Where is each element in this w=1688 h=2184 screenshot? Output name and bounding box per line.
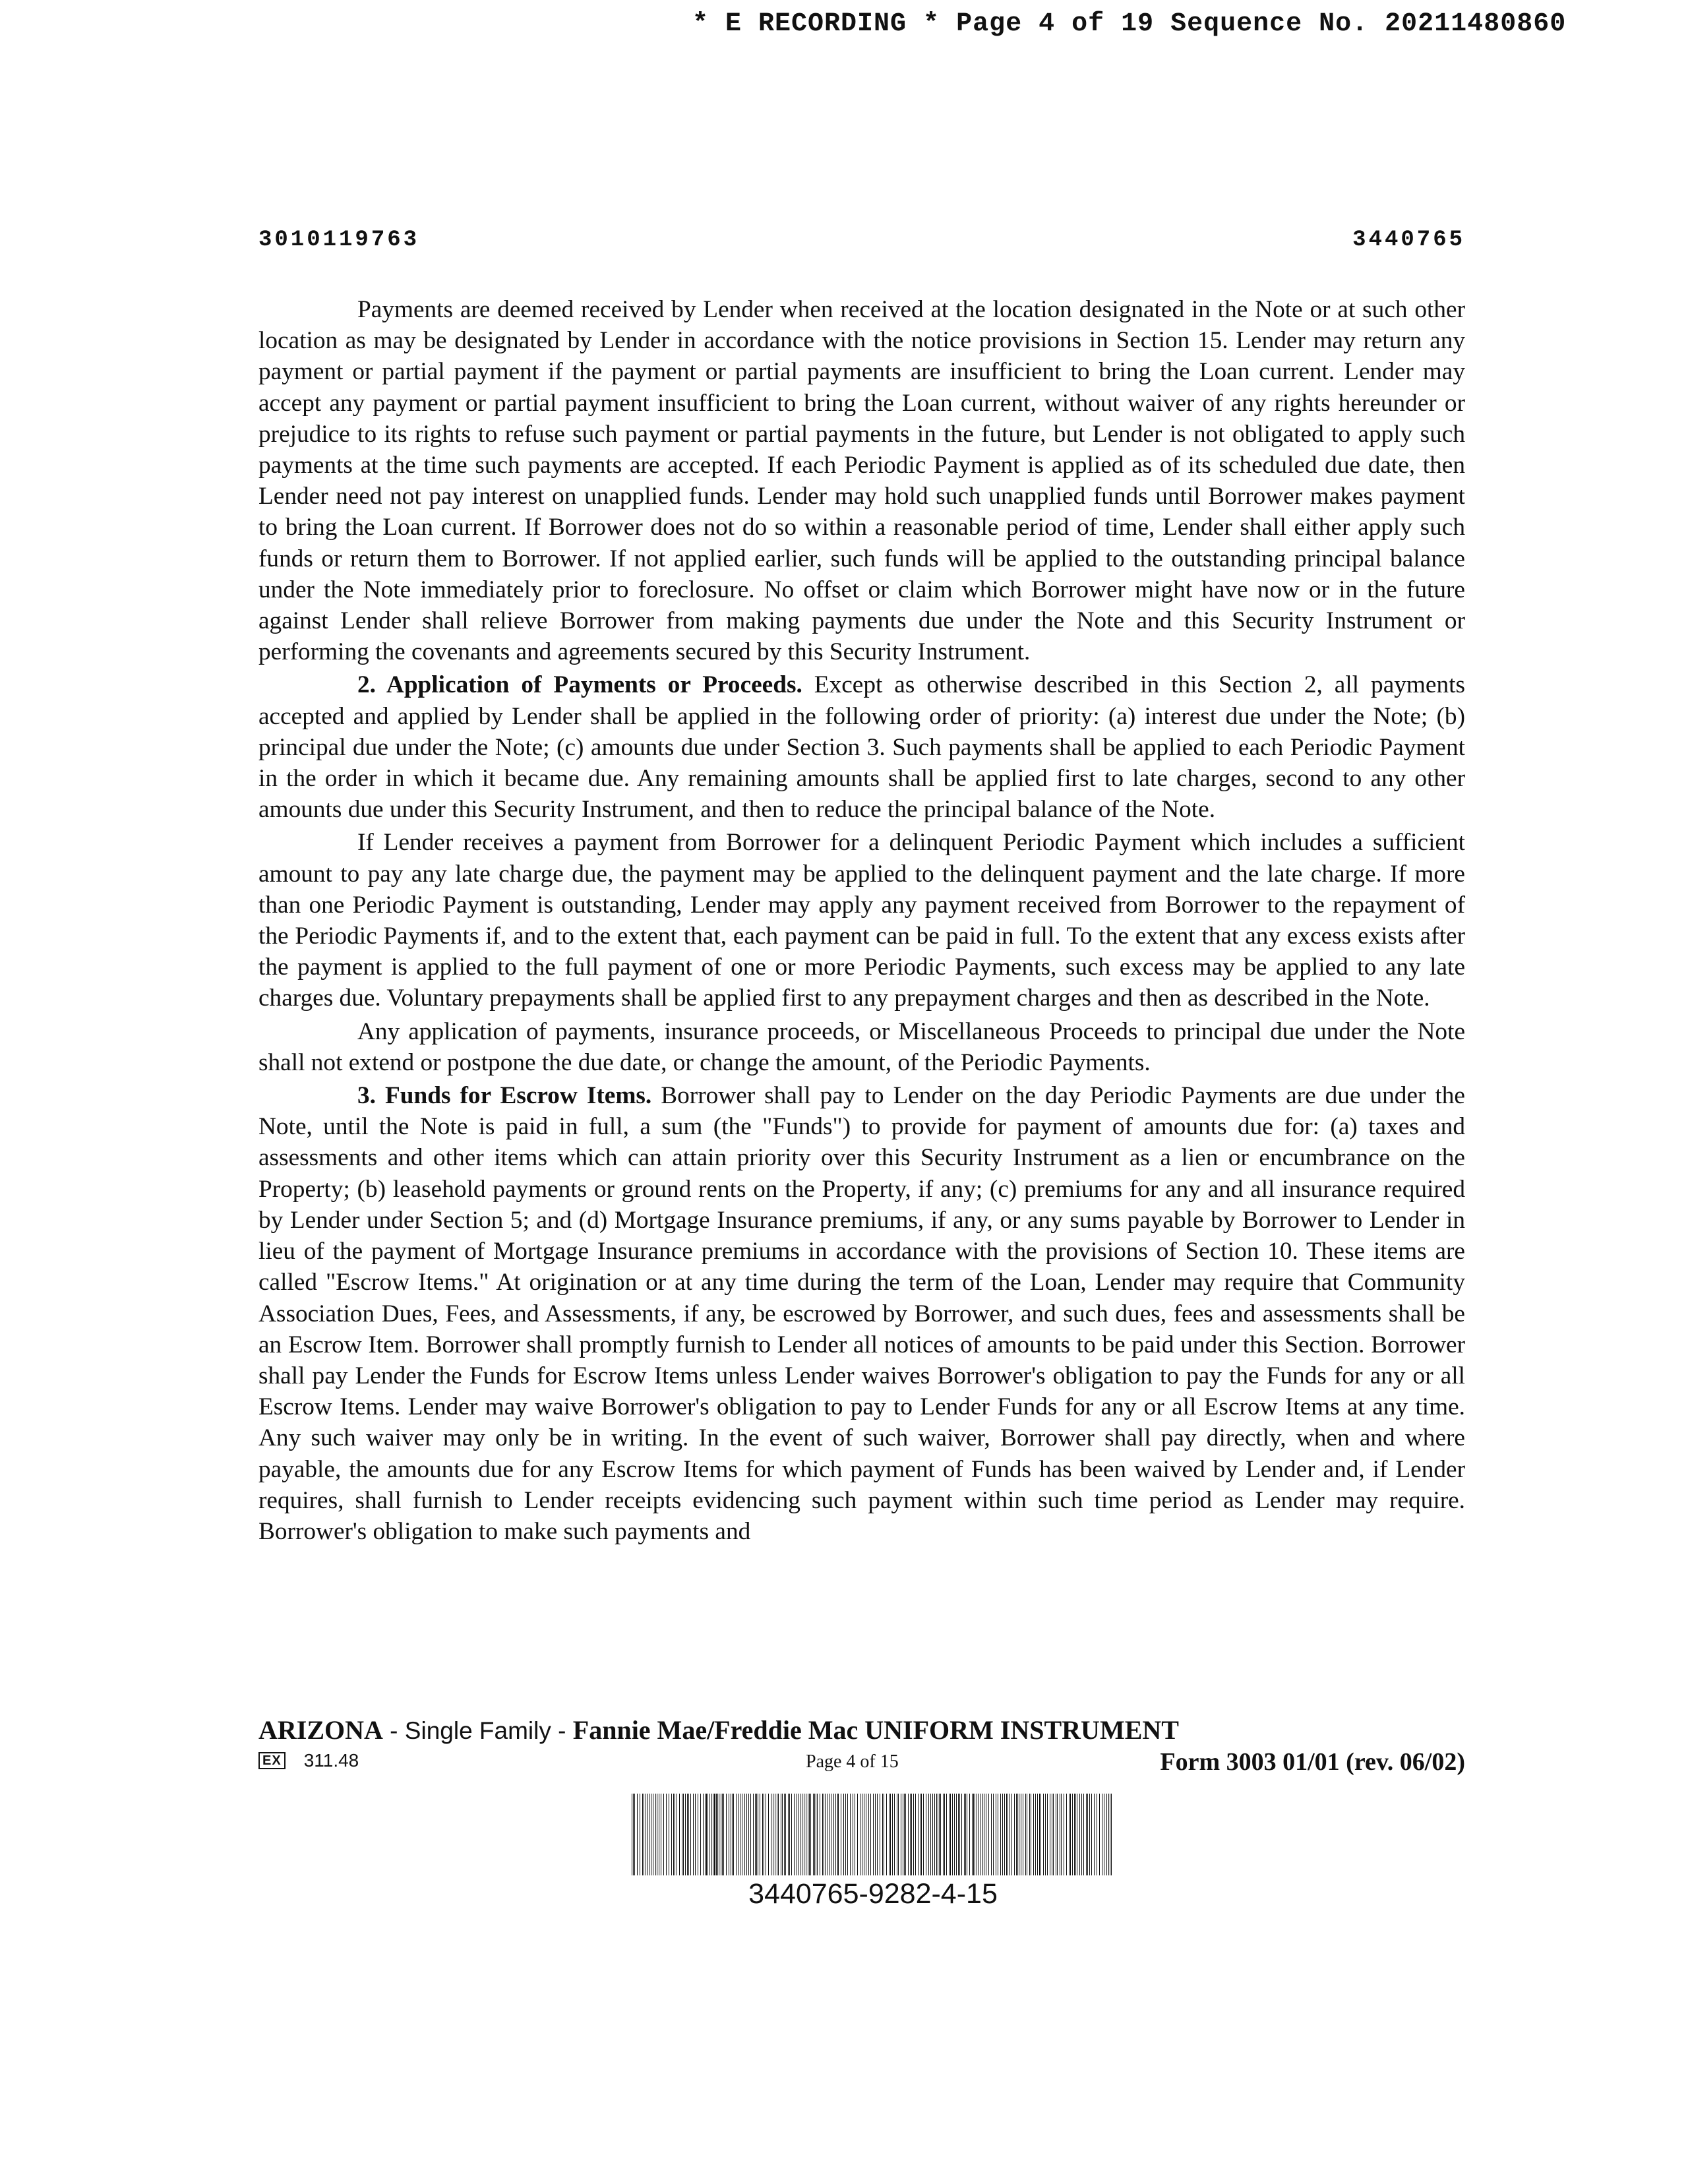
barcode-bar	[892, 1794, 893, 1875]
barcode-bar	[913, 1794, 914, 1875]
barcode-bar	[1081, 1794, 1082, 1875]
barcode-bar	[1074, 1794, 1075, 1875]
barcode-bar	[847, 1794, 848, 1875]
barcode-bar	[982, 1794, 983, 1875]
barcode-bar	[939, 1794, 940, 1875]
barcode-bar	[911, 1794, 912, 1875]
file-number: 3440765	[1352, 228, 1465, 253]
footer-form-code: 311.48	[303, 1750, 359, 1771]
footer-page-number: Page 4 of 15	[806, 1751, 899, 1772]
barcode-bar	[726, 1794, 727, 1875]
barcode-bar	[753, 1794, 754, 1875]
barcode-bar	[918, 1794, 919, 1875]
barcode-bar	[778, 1794, 779, 1875]
barcode-bar	[822, 1794, 823, 1875]
barcode-bar	[969, 1794, 970, 1875]
barcode-bar	[1014, 1794, 1015, 1875]
section-2-heading: 2. Application of Payments or Proceeds.	[357, 671, 802, 699]
barcode-bar	[954, 1794, 955, 1875]
barcode-bar	[671, 1794, 672, 1875]
barcode-bar	[1035, 1794, 1036, 1875]
barcode-bar	[679, 1794, 680, 1875]
barcode-bar	[768, 1794, 769, 1875]
barcode-bar	[904, 1794, 905, 1875]
barcode-bar	[722, 1794, 723, 1875]
barcode-bar	[833, 1794, 834, 1875]
barcode-bar	[714, 1794, 715, 1875]
barcode-bar	[835, 1794, 836, 1875]
barcode-bar	[817, 1794, 818, 1875]
barcode-bar	[1091, 1794, 1092, 1875]
barcode-bar	[1111, 1794, 1112, 1875]
paragraph-application-of-payments: 2. Application of Payments or Proceeds. Except as otherwise described in this Section 2, all payments accepted and applied by Lender shall be applied in the following order of priority: (a) interest due under the Note; (b) principal due under the Note; (c) amounts due under Section 3. Such payments shall be applied to each Periodic Payment in the order in which it became due. Any remaining amounts shall be applied first to late charges, second to any other amounts due under this Security Instrument, and then to reduce the principal balance of the Note.	[258, 671, 1465, 824]
barcode-bar	[688, 1794, 689, 1875]
barcode-bar	[785, 1794, 786, 1875]
barcode-bar	[1094, 1794, 1095, 1875]
footer-instrument-title: ARIZONA - Single Family - Fannie Mae/Freddie Mac UNIFORM INSTRUMENT	[258, 1715, 1179, 1745]
barcode-bar	[732, 1794, 733, 1875]
barcode-bar	[837, 1794, 839, 1875]
barcode-bar	[894, 1794, 895, 1875]
footer-form-number: Form 3003 01/01 (rev. 06/02)	[1160, 1748, 1465, 1776]
barcode-bar	[1029, 1794, 1030, 1875]
barcode-bar	[647, 1794, 648, 1875]
barcode-bar	[1061, 1794, 1062, 1875]
barcode-bar	[1011, 1794, 1012, 1875]
barcode-bar	[923, 1794, 924, 1875]
paragraph-escrow-items: 3. Funds for Escrow Items. Borrower shall pay to Lender on the day Periodic Payments are due under the Note, until the Note is paid in full, a sum (the "Funds") to provide for payment of amounts due for: (a) taxes and assessments and other items which can attain priority over this Security Instrument as a lien or encumbrance on the Property; (b) leasehold payments or ground rents on the Property, if any; (c) premiums for any and all insurance required by Lender under Section 5; and (d) Mortgage Insurance premiums, if any, or any sums payable by Borrower to Lender in lieu of the payment of Mortgage Insurance premiums in accordance with the provisions of Section 10. These items are called "Escrow Items." At origination or at any time during the term of the Loan, Lender may require that Community Association Dues, Fees, and Assessments, if any, be escrowed by Borrower, and such dues, fees and assessments shall be an Escrow Item. Borrower shall promptly furnish to Lender all notices of amounts to be paid under this Section. Borrower shall pay Lender the Funds for Escrow Items unless Lender waives Borrower's obligation to pay the Funds for any or all Escrow Items. Lender may waive Borrower's obligation to pay to Lender Funds for any or all Escrow Items at any time. Any such waiver may only be in writing. In the event of such waiver, Borrower shall pay directly, when and where payable, the amounts due for any Escrow Items for which payment of Funds has been waived by Lender and, if Lender requires, shall furnish to Lender receipts evidencing such payment within such time period as Lender may require. Borrower's obligation to make such payments and	[258, 1082, 1465, 1545]
barcode-bar	[882, 1794, 883, 1875]
recording-header: * E RECORDING * Page 4 of 19 Sequence No. 20211480860	[692, 9, 1567, 39]
barcode-bar	[733, 1794, 734, 1875]
barcode-bar	[930, 1794, 931, 1875]
barcode-bar	[843, 1794, 844, 1875]
barcode-bar	[1045, 1794, 1046, 1875]
barcode	[630, 1794, 1116, 1875]
barcode-bar	[750, 1794, 751, 1875]
footer-state: ARIZONA	[258, 1715, 383, 1745]
footer-form-info	[258, 1747, 1465, 1776]
barcode-bar	[972, 1794, 973, 1875]
barcode-bar	[784, 1794, 785, 1875]
barcode-bar	[1025, 1794, 1026, 1875]
footer-instrument: Fannie Mae/Freddie Mac UNIFORM INSTRUMENT	[572, 1715, 1179, 1745]
barcode-bar	[736, 1794, 737, 1875]
barcode-bar	[1106, 1794, 1107, 1875]
barcode-bar	[1066, 1794, 1067, 1875]
barcode-bar	[946, 1794, 947, 1875]
barcode-bar	[915, 1794, 916, 1875]
barcode-bar	[868, 1794, 869, 1875]
barcode-bar	[857, 1794, 858, 1875]
barcode-bar	[1086, 1794, 1087, 1875]
barcode-bar	[1099, 1794, 1100, 1875]
barcode-bar	[973, 1794, 974, 1875]
barcode-bar	[788, 1794, 789, 1875]
barcode-bar	[1039, 1794, 1040, 1875]
barcode-bar	[870, 1794, 871, 1875]
barcode-bar	[1072, 1794, 1073, 1875]
barcode-bar	[940, 1794, 941, 1875]
section-3-heading: 3. Funds for Escrow Items.	[357, 1082, 652, 1110]
barcode-bar	[1069, 1794, 1070, 1875]
barcode-bar	[965, 1794, 966, 1875]
barcode-bar	[746, 1794, 747, 1875]
barcode-bar	[673, 1794, 674, 1875]
barcode-bar	[959, 1794, 960, 1875]
barcode-bar	[1006, 1794, 1007, 1875]
barcode-bar	[695, 1794, 696, 1875]
barcode-bar	[961, 1794, 962, 1875]
barcode-bar	[637, 1794, 638, 1875]
barcode-bar	[655, 1794, 656, 1875]
barcode-bar	[1070, 1794, 1071, 1875]
barcode-bar	[791, 1794, 792, 1875]
barcode-bar	[782, 1794, 783, 1875]
barcode-bar	[1079, 1794, 1080, 1875]
footer-family: Single Family	[404, 1717, 551, 1744]
barcode-bar	[875, 1794, 876, 1875]
barcode-bar	[1108, 1794, 1109, 1875]
barcode-bar	[666, 1794, 667, 1875]
barcode-bar	[1016, 1794, 1017, 1875]
barcode-bar	[850, 1794, 851, 1875]
barcode-bar	[1002, 1794, 1003, 1875]
barcode-bar	[1047, 1794, 1048, 1875]
barcode-bar	[1087, 1794, 1088, 1875]
document-body	[258, 294, 1465, 1549]
barcode-bar	[706, 1794, 707, 1875]
barcode-bar	[910, 1794, 911, 1875]
barcode-bar	[690, 1794, 691, 1875]
barcode-bar	[993, 1794, 994, 1875]
barcode-bar	[693, 1794, 694, 1875]
barcode-bar	[755, 1794, 756, 1875]
barcode-bar	[898, 1794, 899, 1875]
barcode-bar	[1043, 1794, 1044, 1875]
barcode-bar	[700, 1794, 701, 1875]
barcode-bar	[877, 1794, 878, 1875]
barcode-bar	[1004, 1794, 1005, 1875]
barcode-bar	[810, 1794, 811, 1875]
barcode-bar	[663, 1794, 664, 1875]
barcode-bar	[814, 1794, 815, 1875]
barcode-bar	[744, 1794, 745, 1875]
barcode-bar	[978, 1794, 979, 1875]
barcode-bar	[988, 1794, 989, 1875]
barcode-bar	[845, 1794, 846, 1875]
loan-number: 3010119763	[258, 228, 420, 253]
paragraph-application-proceeds: Any application of payments, insurance proceeds, or Miscellaneous Proceeds to principal due under the Note shall not extend or postpone the due date, or change the amount, of the Periodic Payments.	[258, 1017, 1465, 1076]
barcode-bar	[932, 1794, 933, 1875]
barcode-bar	[908, 1794, 909, 1875]
barcode-bar	[890, 1794, 891, 1875]
barcode-bar	[642, 1794, 643, 1875]
barcode-bar	[683, 1794, 684, 1875]
barcode-bar	[949, 1794, 950, 1875]
barcode-bar	[886, 1794, 887, 1875]
barcode-bar	[1037, 1794, 1038, 1875]
barcode-bar	[1040, 1794, 1041, 1875]
barcode-bar	[936, 1794, 937, 1875]
barcode-bar	[789, 1794, 790, 1875]
ex-logo: EX	[258, 1752, 286, 1769]
barcode-bar	[950, 1794, 951, 1875]
barcode-bar	[934, 1794, 935, 1875]
barcode-bar	[956, 1794, 957, 1875]
barcode-bar	[633, 1794, 634, 1875]
barcode-bar	[687, 1794, 688, 1875]
barcode-bar	[1017, 1794, 1018, 1875]
barcode-bar	[756, 1794, 757, 1875]
barcode-bar	[905, 1794, 906, 1875]
barcode-bar	[928, 1794, 929, 1875]
barcode-bar	[1033, 1794, 1034, 1875]
barcode-bar	[1083, 1794, 1084, 1875]
barcode-bar	[794, 1794, 795, 1875]
barcode-bar	[1000, 1794, 1001, 1875]
barcode-bar	[1089, 1794, 1090, 1875]
barcode-bar	[943, 1794, 944, 1875]
paragraph-payments-received: Payments are deemed received by Lender when received at the location designated in the Note or at such other location as may be designated by Lender in accordance with the notice provisions in Section 15. Lender may return any payment or partial payment if the payment or partial payments are insufficient to bring the Loan current. Lender may accept any payment or partial payment insufficient to bring the Loan current, without waiver of any rights hereunder or prejudice to its rights to refuse such payment or partial payments in the future, but Lender is not obligated to apply such payments at the time such payments are accepted. If each Periodic Payment is applied as of its scheduled due date, then Lender need not pay interest on unapplied funds. Lender may hold such unapplied funds until Borrower makes payment to bring the Loan current. If Borrower does not do so within a reasonable period of time, Lender shall either apply such funds or return them to Borrower. If not applied earlier, such funds will be applied to the outstanding principal balance under the Note immediately prior to foreclosure. No offset or claim which Borrower might have now or in the future against Lender shall relieve Borrower from making payments due under the Note and this Security Instrument or performing the covenants and agreements secured by this Security Instrument.	[258, 296, 1465, 666]
barcode-bar	[991, 1794, 992, 1875]
barcode-bar	[873, 1794, 874, 1875]
barcode-bar	[1053, 1794, 1054, 1875]
barcode-bar	[723, 1794, 724, 1875]
barcode-bar	[964, 1794, 965, 1875]
barcode-bar	[748, 1794, 749, 1875]
barcode-bar	[716, 1794, 717, 1875]
barcode-bar	[952, 1794, 953, 1875]
paragraph-delinquent-payment: If Lender receives a payment from Borrower for a delinquent Periodic Payment which includes a sufficient amount to pay any late charge due, the payment may be applied to the delinquent payment and the late charge. If more than one Periodic Payment is outstanding, Lender may apply any payment received from Borrower to the repayment of the Periodic Payments if, and to the extent that, each payment can be paid in full. To the extent that any excess exists after the payment is applied to the full payment of one or more Periodic Payments, such excess may be applied to any late charges due. Voluntary prepayments shall be applied first to any prepayment charges and then as described in the Note.	[258, 829, 1465, 1012]
barcode-number: 3440765-9282-4-15	[748, 1878, 998, 1910]
barcode-bar	[944, 1794, 945, 1875]
barcode-bar	[1057, 1794, 1058, 1875]
barcode-bar	[813, 1794, 814, 1875]
barcode-bar	[809, 1794, 810, 1875]
barcode-bar	[711, 1794, 712, 1875]
barcode-bar	[705, 1794, 706, 1875]
barcode-bar	[921, 1794, 922, 1875]
document-numbers	[258, 228, 1465, 253]
barcode-bar	[958, 1794, 959, 1875]
barcode-bar	[717, 1794, 718, 1875]
barcode-bar	[825, 1794, 826, 1875]
barcode-bar	[703, 1794, 704, 1875]
barcode-bar	[762, 1794, 763, 1875]
barcode-bar	[634, 1794, 635, 1875]
barcode-bar	[1075, 1794, 1076, 1875]
barcode-bar	[685, 1794, 686, 1875]
barcode-bar	[798, 1794, 799, 1875]
